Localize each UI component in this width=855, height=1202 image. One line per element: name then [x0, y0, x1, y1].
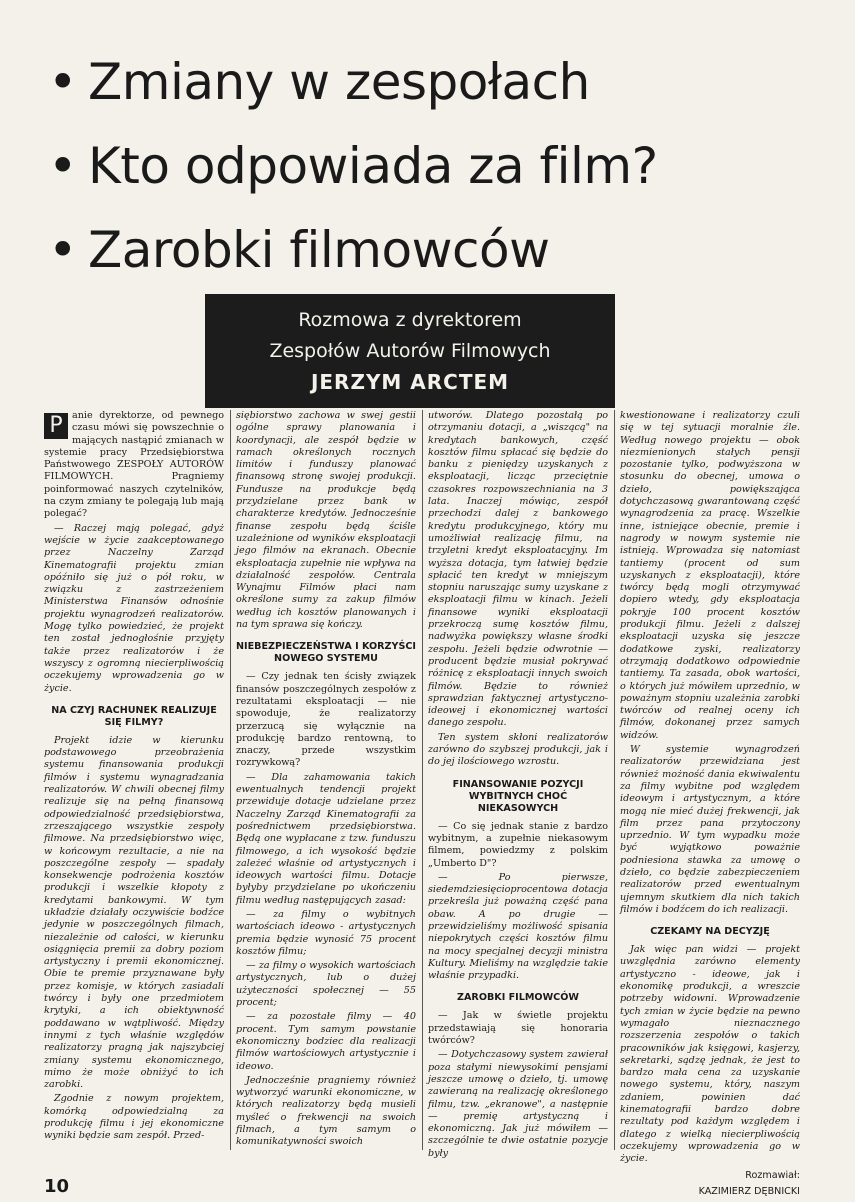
headline-3: • Zarobki filmowców: [48, 208, 828, 292]
paragraph: Ten system skłoni realizatorów zarówno do szybszej produkcji, jak i do jej ilościowego wzrostu.: [428, 731, 608, 768]
banner-line-3: JERZYM ARCTEM: [310, 370, 510, 394]
bullet: •: [48, 137, 77, 195]
paragraph: — Dla zahamowania takich ewentualnych tendencji projekt przewiduje dotacje udzielane przez Naczelny Zarząd Kinematografii za pośrednictwem przedsiębiorstwa. Będą one wypłacane z tzw. funduszu filmowego, a ich wysokość będzie zależeć właśnie od artystycznych i ideowych wartości filmu. Dotacje byłyby przydzielane po ukończeniu filmu według następujących zasad:: [236, 771, 416, 906]
paragraph: W systemie wynagrodzeń realizatorów przewidziana jest również możność dania ekwiwalentu za filmy wybitne pod względem ideowym i artystycznym, a które mogą nie mieć dużej frekwencji, jak film przez pana przytoczony uprzednio. W tym wypadku może być wyjątkowo poważnie podniesiona stawka za umowę o dzieło, co będzie zabezpieczeniem realizatorów przed ewentualnym ujemnym skutkiem dla nich takich filmów i bodźcem do ich realizacji.: [620, 744, 800, 915]
page-number: 10: [44, 1176, 70, 1197]
byline-author: KAZIMIERZ DĘBNICKI: [698, 1185, 800, 1197]
paragraph: — Jak w świetle projektu przedstawiają się honoraria twórców?: [428, 1010, 608, 1047]
bullet: •: [48, 53, 77, 111]
section-heading: NA CZYJ RACHUNEK REALIZUJE SIĘ FILMY?: [51, 704, 217, 728]
paragraph: — Po pierwsze, siedemdziesięcioprocentowa dotacja przekreśla już poważną część pana obaw. A po drugie — przewidzieliśmy możliwość spisania niepokrytych części kosztów filmu na mocy specjalnej decyzji ministra Kultury. Mieliśmy na względzie takie właśnie przypadki.: [428, 871, 608, 982]
banner-line-1: Rozmowa z dyrektorem: [298, 309, 522, 331]
paragraph: Projekt idzie w kierunku podstawowego przeobrażenia systemu finansowania produkcji filmów i systemu wynagradzania realizatorów. W chwili obecnej filmy realizuje się na pełną finansową odpowiedzialność przedsiębiorstwa, zrzeszającego wszystkie zespoły filmowe. Na przedsiębiorstwo więc, w końcowym rezultacie, a nie na poszczególne zespoły — spadały konsekwencje podrożenia kosztów produkcji i wszelkie kłopoty z kredytami bankowymi. W tym układzie działały oczywiście bodźce jedynie w poszczególnych filmach, niezależnie od całości, w kierunku osiągnięcia premii za dobry poziom artystyczny i premii ekonomicznej. Obie te premie przyznawane były przez komisje, w których zasiadali twórcy i były one przedmiotem krytyki, a ich obiektywność poddawano w wątpliwość. Między innymi z tych właśnie względów realizatorzy pragną jak najszybciej zmiany systemu ekonomicznego, mimo że może obniżyć to ich zarobki.: [44, 734, 224, 1091]
byline-label: Rozmawiał:: [745, 1169, 800, 1181]
article-column-4: [620, 410, 800, 1197]
section-heading: CZEKAMY NA DECYZJĘ: [650, 926, 770, 938]
column-rule: [614, 410, 615, 1150]
interview-banner: [205, 294, 615, 408]
banner-line-2: Zespołów Autorów Filmowych: [269, 340, 551, 362]
paragraph: Jak więc pan widzi — projekt uwzględnia zarówno elementy artystyczno - ideowe, jak i ekonomikę produkcji, a wreszcie potrzeby widowni. Wprowadzenie tych zmian w życie będzie na pewno wymagało nieznacznego rozszerzenia zespołów o takich pracowników jak księgowi, kasjerzy, sekretarki, sądzę jednak, że jest to bardzo mała cena za uzyskanie nowego systemu, który, naszym zdaniem, powinien dać kinematografii bardzo dobre rezultaty pod każdym względem i dlatego z wielką niecierpliwością oczekujemy wprowadzenia go w życie.: [620, 944, 800, 1165]
column-rule: [422, 410, 423, 1150]
paragraph: kwestionowane i realizatorzy czuli się w tej sytuacji moralnie źle. Według nowego projektu — obok niezmienionych stałych pensji pozostanie tylko, podwyższona w stosunku do obecnej, umowa o dzieło, powiększająca dotychczasową gwarantowaną część wynagrodzenia za pracę. Wszelkie inne, istniejące obecnie, premie i nagrody w nowym systemie nie istnieją. Wprowadza się natomiast tantiemy (procent od sum uzyskanych z eksploatacji), które twórcy będą mogli otrzymywać dopiero wtedy, gdy eksploatacja pokryje 100 procent kosztów produkcji filmu. Jeżeli z dalszej eksploatacji uzyska się jeszcze dodatkowe zyski, realizatorzy otrzymają dodatkowo odpowiednie tantiemy. Ta zasada, obok wartości, o których już mówiłem uprzednio, w poważnym stopniu uzależnia zarobki twórców od realnej oceny ich filmów, dokonanej przez samych widzów.: [620, 410, 800, 741]
paragraph: siębiorstwo zachowa w swej gestii ogólne sprawy planowania i koordynacji, ale zespół będzie w ramach określonych rocznych limitów i funduszy planować finansową stronę swojej produkcji. Fundusze na produkcje będą przydzielane przez bank w charakterze kredytów. Jednocześnie finanse zespołu będą ściśle uzależnione od wyników eksploatacji jego filmów na ekranach. Obecnie eksploatacja zupełnie nie wpływa na działalność zespołów. Centrala Wynajmu Filmów płaci nam określone sumy za zakup filmów według ich kosztów planowanych i na tym sprawa się kończy.: [236, 410, 416, 631]
paragraph: — Dotychczasowy system zawierał poza stałymi niewysokimi pensjami jeszcze umowę o dzieło, tj. umowę zawieraną na realizację określonego filmu, tzw. „ekranowe", a następnie — premię artystyczną i ekonomiczną. Jak już mówiłem — szczególnie te dwie ostatnie pozycje były: [428, 1049, 608, 1159]
section-heading: ZAROBKI FILMOWCÓW: [457, 992, 579, 1004]
headline-1: • Zmiany w zespołach: [48, 40, 828, 124]
paragraph: — za pozostałe filmy — 40 procent. Tym samym powstanie ekonomiczny bodziec dla realizacji filmów wartościowych artystycznie i ideowo.: [236, 1011, 416, 1072]
drop-cap: P: [44, 413, 68, 439]
section-heading: FINANSOWANIE POZYCJI WYBITNYCH CHOĆ NIEKASOWYCH: [452, 778, 584, 814]
section-heading: NIEBEZPIECZEŃSTWA I KORZYŚCI NOWEGO SYSTEMU: [236, 641, 416, 665]
paragraph: — za filmy o wysokich wartościach artystycznych, lub o dużej użyteczności społecznej — 55 procent;: [236, 960, 416, 1009]
paragraph: anie dyrektorze, od pewnego czasu mówi się powszechnie o mających nastąpić zmianach w systemie pracy Przedsiębiorstwa Państwowego ZESPOŁY AUTORÓW FILMOWYCH. Pragniemy poinformować naszych czytelników, na czym zmiany te polegają lub mają polegać?: [44, 410, 224, 520]
article-column-1: [44, 410, 224, 1170]
headline-2: • Kto odpowiada za film?: [48, 124, 828, 208]
paragraph: — Raczej mają polegać, gdyż wejście w życie zaakceptowanego przez Naczelny Zarząd Kinematografii projektu zmian opóźniło się już o pół roku, w związku z zastrzeżeniem Ministerstwa Finansów odnośnie projektu wynagrodzeń realizatorów. Mogę tylko powiedzieć, że projekt ten został jednogłośnie przyjęty także przez realizatorów i że wszyscy z ogromną niecierpliwością oczekujemy wprowadzenia go w życie.: [44, 522, 224, 694]
paragraph: — za filmy o wybitnych wartościach ideowo - artystycznych premia będzie wynosić 75 procent kosztów filmu;: [236, 908, 416, 957]
article-column-3: [428, 410, 608, 1170]
bullet: •: [48, 221, 77, 279]
paragraph: — Co się jednak stanie z bardzo wybitnym, a zupełnie niekasowym filmem, powiedzmy z polskim „Umberto D"?: [428, 820, 608, 869]
paragraph: utworów. Dlatego pozostałą po otrzymaniu dotacji, a „wiszącą" na kredytach bankowych, część kosztów filmu spłacać się będzie do banku z pieniędzy uzyskanych z eksploatacji, licząc przeciętnie czasokres rozpowszechniania na 3 lata. Inaczej mówiąc, zespół przechodzi dalej z bankowego kredytu produkcyjnego, który mu umożliwiał realizację filmu, na trzyletni kredyt eksploatacyjny. Im wyższa dotacja, tym łatwiej będzie spłacić ten kredyt w mniejszym stopniu naruszając sumy uzyskane z eksploatacji filmu w kinach. Jeżeli finansowe wyniki eksploatacji przekroczą sumę kosztów filmu, nadwyżka powiększy własne środki zespołu. Jeżeli będzie odwrotnie — producent będzie musiał pokrywać różnicę z eksploatacji innych swoich filmów. Będzie to również sprawdzian faktycznej artystyczno-ideowej i ekonomicznej wartości danego zespołu.: [428, 410, 608, 729]
article-column-2: [236, 410, 416, 1170]
headline-block: [48, 40, 828, 292]
paragraph: Zgodnie z nowym projektem, komórką odpowiedzialną za produkcję filmu i jej ekonomiczne wyniki będzie sam zespół. Przed-: [44, 1093, 224, 1142]
paragraph: Jednocześnie pragniemy również wytworzyć warunki ekonomiczne, w których realizatorzy będą musieli myśleć o frekwencji na swoich filmach, a tym samym o komunikatywności swoich: [236, 1074, 416, 1148]
column-rule: [230, 410, 231, 1150]
paragraph: — Czy jednak ten ścisły związek finansów poszczególnych zespołów z rezultatami eksploatacji — nie spowoduje, że realizatorzy przerzucą się wyłącznie na produkcję bardzo rentowną, to znaczy, przede wszystkim rozrywkową?: [236, 671, 416, 769]
